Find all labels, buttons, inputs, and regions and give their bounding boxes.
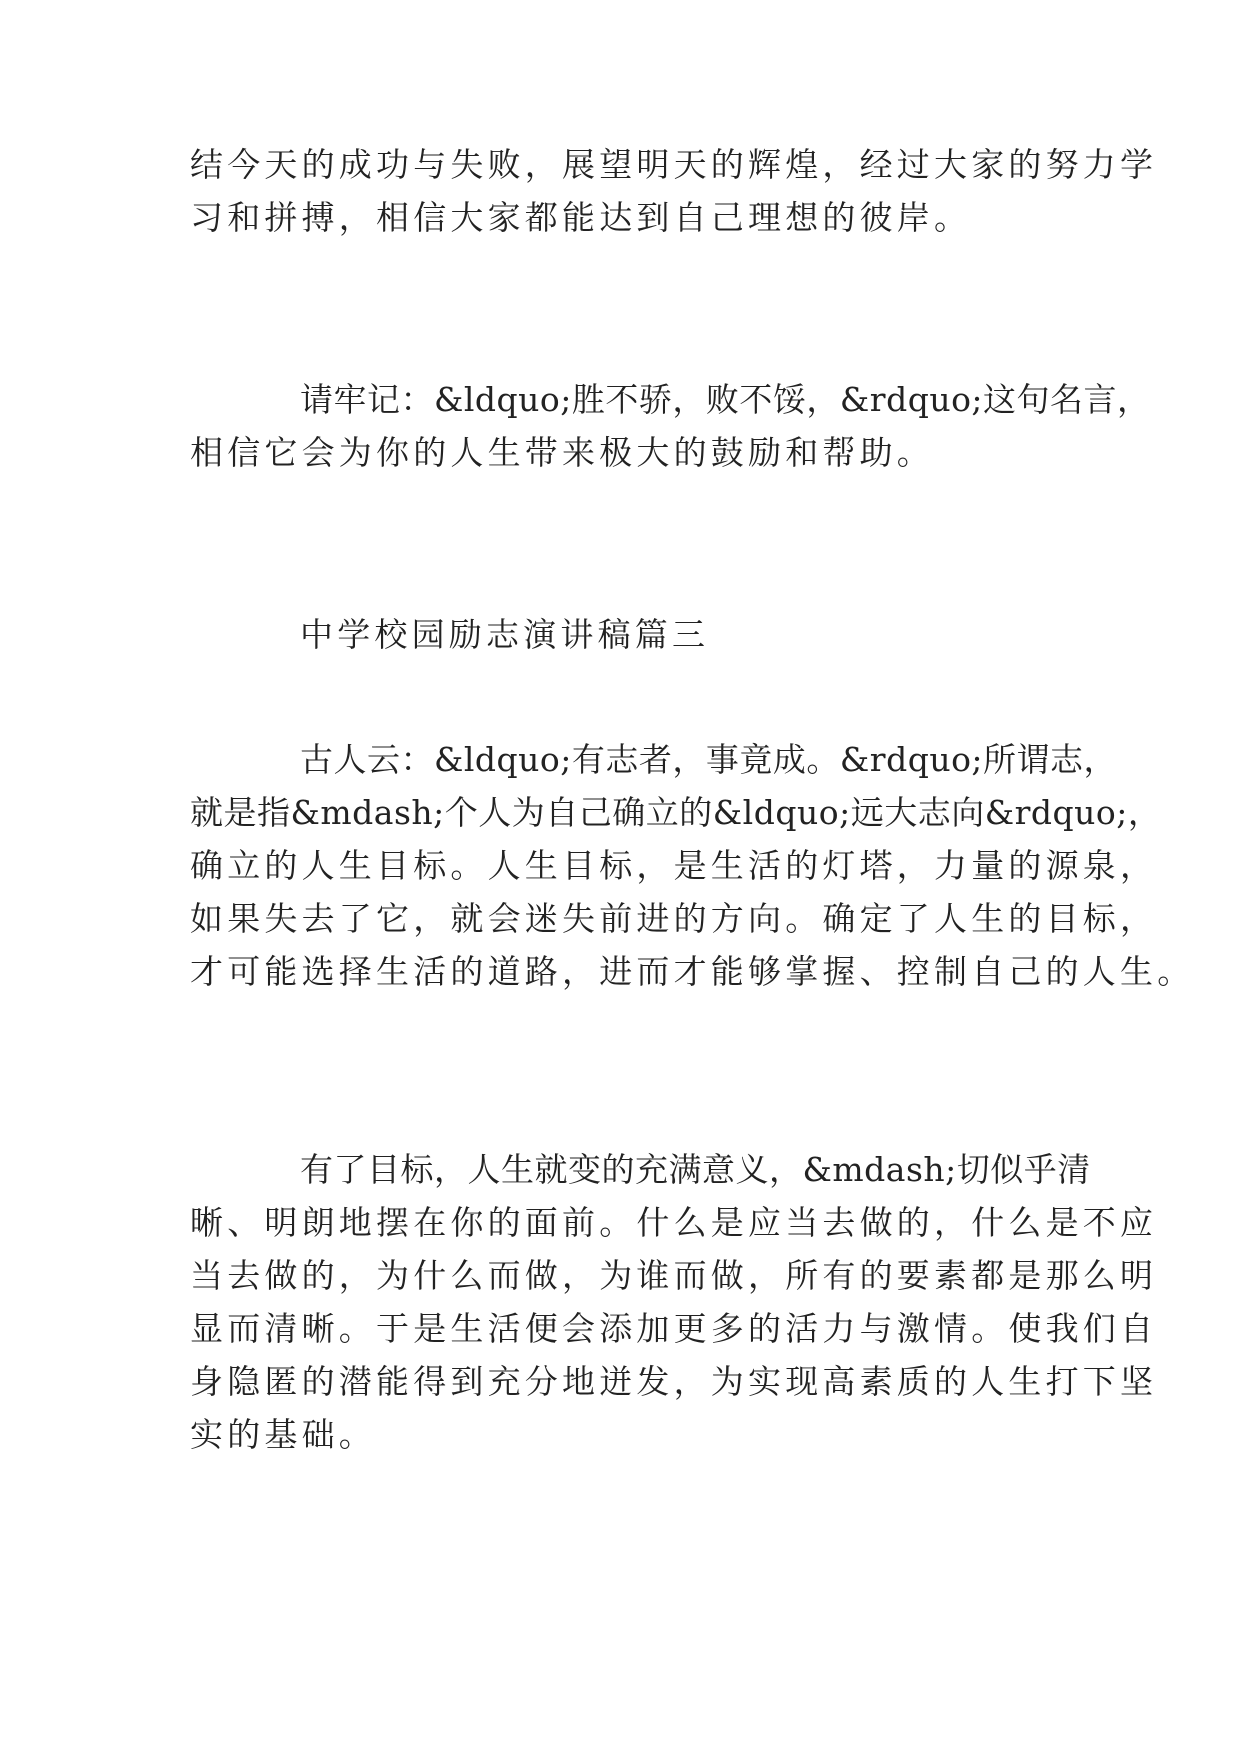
section-heading: 中学校园励志演讲稿篇三	[300, 615, 710, 654]
paragraph-1-line-1: 结今天的成功与失败，展望明天的辉煌，经过大家的努力学	[190, 145, 1158, 184]
paragraph-4-line-5: 身隐匿的潜能得到充分地迸发，为实现高素质的人生打下坚	[190, 1362, 1158, 1401]
paragraph-3-line-5: 才可能选择生活的道路，进而才能够掌握、控制自己的人生。	[190, 952, 1195, 991]
paragraph-3-line-3: 确立的人生目标。人生目标，是生活的灯塔，力量的源泉，	[190, 846, 1158, 885]
paragraph-4-line-1: 有了目标，人生就变的充满意义，&mdash;切似乎清	[300, 1150, 1091, 1189]
paragraph-4-line-6: 实的基础。	[190, 1415, 376, 1454]
paragraph-4-line-3: 当去做的，为什么而做，为谁而做，所有的要素都是那么明	[190, 1256, 1158, 1295]
paragraph-4-line-2: 晰、明朗地摆在你的面前。什么是应当去做的，什么是不应	[190, 1203, 1158, 1242]
paragraph-2-line-2: 相信它会为你的人生带来极大的鼓励和帮助。	[190, 433, 934, 472]
paragraph-3-line-2: 就是指&mdash;个人为自己确立的&ldquo;远大志向&rdquo;，	[190, 793, 1162, 832]
paragraph-4-line-4: 显而清晰。于是生活便会添加更多的活力与激情。使我们自	[190, 1309, 1158, 1348]
paragraph-2-line-1: 请牢记：&ldquo;胜不骄，败不馁，&rdquo;这句名言，	[300, 380, 1151, 419]
paragraph-3-line-1: 古人云：&ldquo;有志者，事竟成。&rdquo;所谓志，	[300, 740, 1118, 779]
paragraph-1-line-2: 习和拼搏，相信大家都能达到自己理想的彼岸。	[190, 198, 972, 237]
paragraph-3-line-4: 如果失去了它，就会迷失前进的方向。确定了人生的目标，	[190, 899, 1158, 938]
